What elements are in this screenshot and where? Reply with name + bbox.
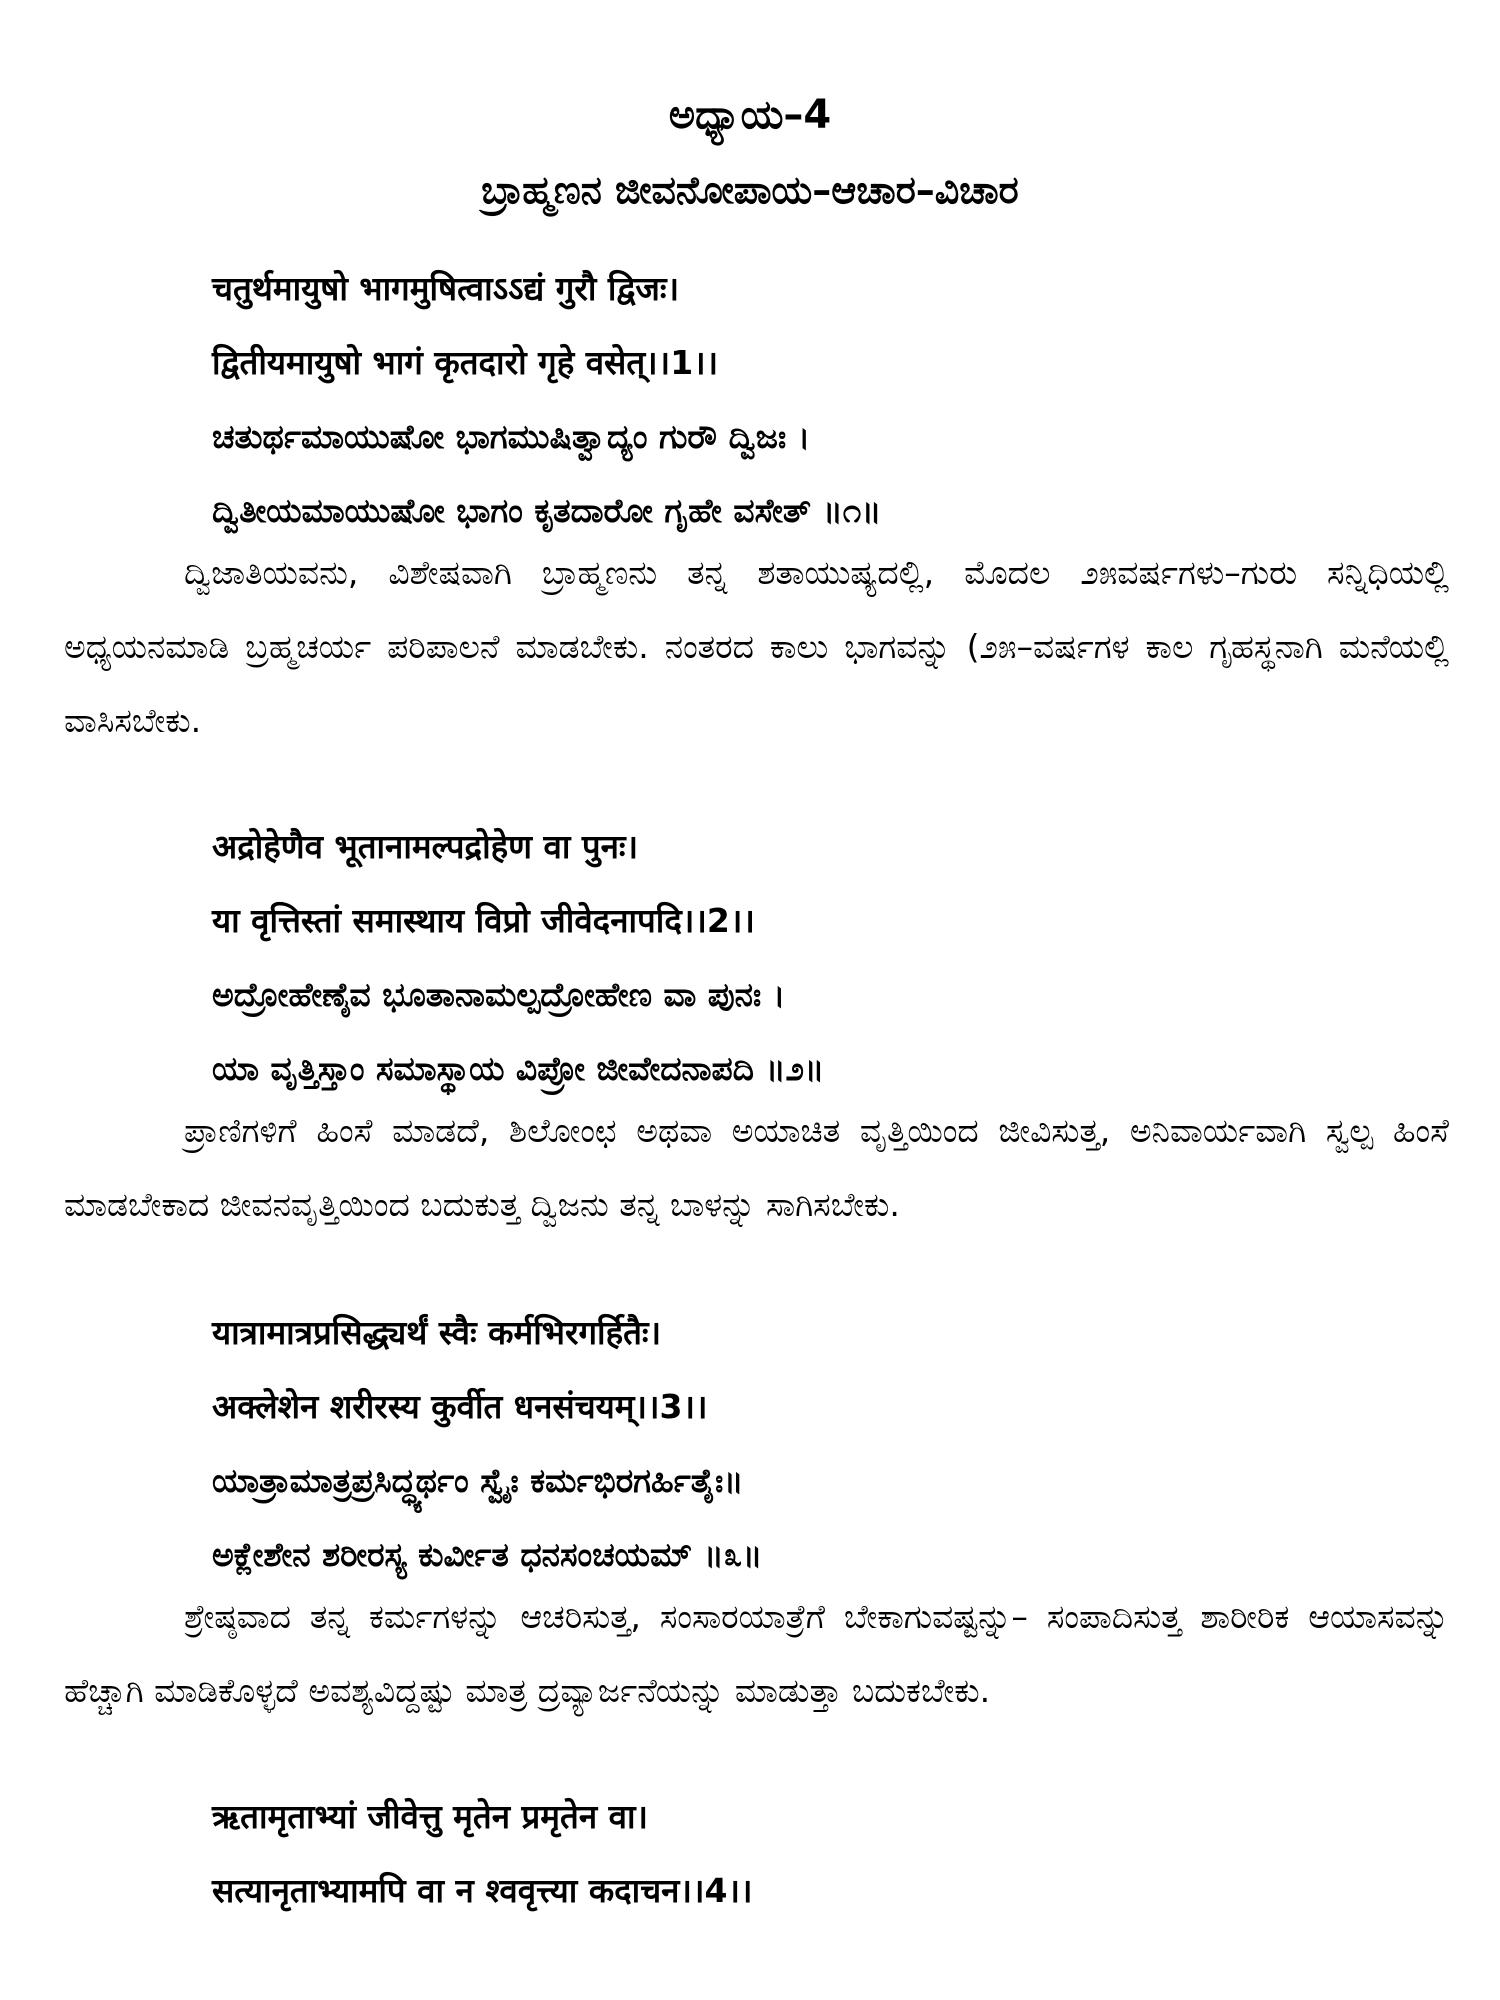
verse-meaning: ಶ್ರೇಷ್ಠವಾದ ತನ್ನ ಕರ್ಮಗಳನ್ನು ಆಚರಿಸುತ್ತ, ಸಂಸಾರಯಾತ್ರೆಗೆ ಬೇಕಾಗುವಷ್ಟನ್ನು– ಸಂಪಾದಿಸುತ್ತ ಶಾರೀರಿಕ ಆಯಾಸವನ್ನು ಹೆಚ್ಚಾಗಿ ಮಾಡಿಕೊಳ್ಳದೆ ಅವಶ್ಯವಿದ್ದಷ್ಟು ಮಾತ್ರ ದ್ರವ್ಯಾರ್ಜನೆಯನ್ನು ಮಾಡುತ್ತಾ ಬದುಕಬೇಕು. bbox=[64, 1597, 1449, 1710]
kannada-verse-line: ಚತುರ್ಥಮಾಯುಷೋ ಭಾಗಮುಷಿತ್ವಾದ್ಯಂ ಗುರೌ ದ್ವಿಜಃ । bbox=[212, 417, 811, 456]
kannada-verse-line: ಅದ್ರೋಹೇಣೈವ ಭೂತಾನಾಮಲ್ಪದ್ರೋಹೇಣ ವಾ ಪುನಃ । bbox=[212, 975, 786, 1014]
sanskrit-verse-line: अद्रोहेणैव भूतानामल्पद्रोहेण वा पुनः। bbox=[212, 827, 639, 866]
sanskrit-verse-line: ऋतामृताभ्यां जीवेत्तु मृतेन प्रमृतेन वा। bbox=[212, 1797, 649, 1836]
verse-meaning: ಪ್ರಾಣಿಗಳಿಗೆ ಹಿಂಸೆ ಮಾಡದೆ, ಶಿಲೋಂಛ ಅಥವಾ ಅಯಾಚಿತ ವೃತ್ತಿಯಿಂದ ಜೀವಿಸುತ್ತ, ಅನಿವಾರ್ಯವಾಗಿ ಸ್ವಲ್ಪ ಹಿಂಸೆ ಮಾಡಬೇಕಾದ ಜೀವನವೃತ್ತಿಯಿಂದ ಬದುಕುತ್ತ ದ್ವಿಜನು ತನ್ನ ಬಾಳನ್ನು ಸಾಗಿಸಬೇಕು. bbox=[64, 1111, 1449, 1224]
verse-meaning: ದ್ವಿಜಾತಿಯವನು, ವಿಶೇಷವಾಗಿ ಬ್ರಾಹ್ಮಣನು ತನ್ನ ಶತಾಯುಷ್ಯದಲ್ಲಿ, ಮೊದಲ ೨೫ವರ್ಷಗಳು–ಗುರು ಸನ್ನಿಧಿಯಲ್ಲಿ ಅಧ್ಯಯನಮಾಡಿ ಬ್ರಹ್ಮಚರ್ಯ ಪರಿಪಾಲನೆ ಮಾಡಬೇಕು. ನಂತರದ ಕಾಲು ಭಾಗವನ್ನು (೨೫–ವರ್ಷಗಳ ಕಾಲ ಗೃಹಸ್ಥನಾಗಿ ಮನೆಯಲ್ಲಿ ವಾಸಿಸಬೇಕು. bbox=[64, 553, 1449, 740]
kannada-verse-line: ಅಕ್ಲೇಶೇನ ಶರೀರಸ್ಯ ಕುರ್ವೀತ ಧನಸಂಚಯಮ್ ॥೩॥ bbox=[212, 1535, 763, 1574]
sanskrit-verse-line: या वृत्तिस्तां समास्थाय विप्रो जीवेदनापदि।।2।। bbox=[212, 901, 755, 940]
chapter-heading: ಅಧ್ಯಾಯ–4 bbox=[668, 92, 832, 138]
sanskrit-verse-line: द्वितीयमायुषो भागं कृतदारो गृहे वसेत्।।1।। bbox=[212, 343, 719, 382]
sanskrit-verse-line: चतुर्थमायुषो भागमुषित्वाऽऽद्यं गुरौ द्विजः। bbox=[212, 269, 680, 308]
sanskrit-verse-line: सत्यानृताभ्यामपि वा न श्ववृत्त्या कदाचन।।4।। bbox=[212, 1871, 753, 1910]
kannada-verse-line: ಯಾತ್ರಾಮಾತ್ರಪ್ರಸಿದ್ಧ್ಯರ್ಥಂ ಸ್ವೈಃ ಕರ್ಮಭಿರಗರ್ಹಿತೈಃ॥ bbox=[212, 1461, 744, 1500]
sanskrit-verse-line: यात्रामात्रप्रसिद्ध्यर्थं स्वैः कर्मभिरगर्हितैः। bbox=[212, 1313, 662, 1352]
chapter-subtitle: ಬ್ರಾಹ್ಮಣನ ಜೀವನೋಪಾಯ–ಆಚಾರ–ವಿಚಾರ bbox=[481, 168, 1019, 212]
sanskrit-verse-line: अक्लेशेन शरीरस्य कुर्वीत धनसंचयम्।।3।। bbox=[212, 1387, 708, 1426]
kannada-verse-line: ಯಾ ವೃತ್ತಿಸ್ತಾಂ ಸಮಾಸ್ಥಾಯ ವಿಪ್ರೋ ಜೀವೇದನಾಪದಿ ॥೨॥ bbox=[212, 1049, 825, 1088]
kannada-verse-line: ದ್ವಿತೀಯಮಾಯುಷೋ ಭಾಗಂ ಕೃತದಾರೋ ಗೃಹೇ ವಸೇತ್ ॥೧॥ bbox=[212, 491, 882, 530]
